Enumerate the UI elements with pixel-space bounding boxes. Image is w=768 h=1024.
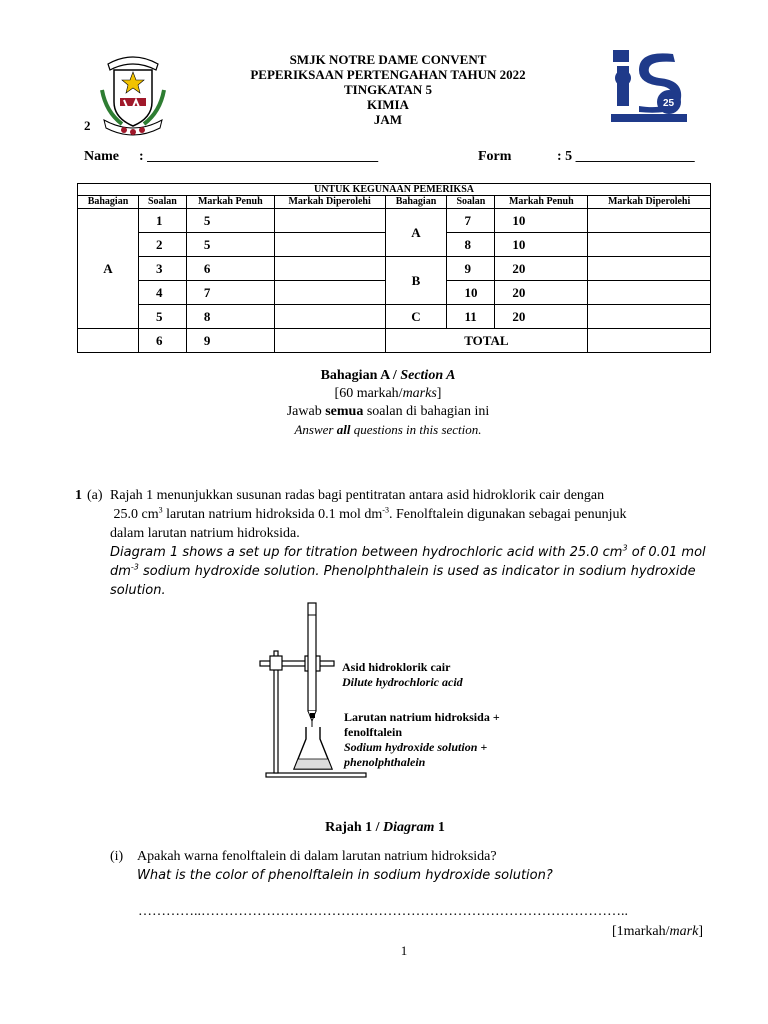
subquestion-text-en: What is the color of phenolftalein in sodium hydroxide solution? [137,868,553,883]
question-text-ms: . Fenolftalein digunakan sebagai penunjuk [388,507,627,522]
form-label: Form [478,149,512,164]
table-header: Bahagian [78,196,139,209]
question-text-ms: larutan natrium hidroksida 0.1 mol dm [162,507,383,522]
table-row [78,209,711,233]
exam-header [200,52,576,127]
table-row [78,305,711,329]
superscript: -3 [130,562,139,572]
table-header: Markah Diperolehi [274,196,385,209]
label-acid-ms: Asid hidroklorik cair [342,660,451,674]
question-text-ms: Rajah 1 menunjukkan susunan radas bagi pentitratan antara asid hidroklorik cair dengan [110,488,605,503]
marks-obtained-cell[interactable] [588,257,711,281]
table-header: Markah Penuh [495,196,588,209]
subquestion-label: (i) [110,849,124,864]
question-part: (a) [87,488,103,503]
titration-diagram [250,601,520,779]
instruction-ms-end: soalan di bahagian ini [363,404,490,419]
subquestion-text-ms: Apakah warna fenolftalein di dalam larutan natrium hidroksida? [137,849,497,864]
question-text-ms: 25.0 cm [113,507,159,522]
full-marks: 6 [186,257,274,281]
marks-close: ] [698,924,703,939]
question-number: 8 [447,233,495,257]
exam-title: PEPERIKSAAN PERTENGAHAN TAHUN 2022 [250,67,526,82]
full-marks: 5 [186,209,274,233]
marks-obtained-cell[interactable] [274,209,385,233]
question-text-en: solution. [110,583,166,598]
question-number: 2 [138,233,186,257]
full-marks: 7 [186,281,274,305]
examiner-marks-table [77,183,711,353]
section-title-en: Section A [400,368,456,383]
table-header: Markah Penuh [186,196,274,209]
instruction-ms: Jawab [286,404,326,419]
full-marks: 10 [495,233,588,257]
form-level: TINGKATAN 5 [344,82,432,97]
question-number: 5 [138,305,186,329]
section-heading [200,367,576,439]
instruction-en-bold: all [336,422,351,437]
name-label: Name [84,149,119,164]
label-base-en: Sodium hydroxide solution + [344,740,488,754]
instruction-en: Answer [294,422,337,437]
question-number: 1 [75,488,82,503]
full-marks: 20 [495,305,588,329]
school-crest-logo [100,50,166,136]
full-marks: 20 [495,281,588,305]
marks-obtained-cell[interactable] [274,305,385,329]
svg-text:25: 25 [663,98,675,109]
duration-unit: JAM [373,112,403,127]
question-number: 4 [138,281,186,305]
section-marks-en: marks [402,386,437,401]
superscript: -3 [382,505,389,515]
full-marks: 8 [186,305,274,329]
total-marks-cell[interactable] [588,329,711,353]
label-base-en-2: phenolphthalein [344,755,426,769]
question-text-en: dm [110,564,131,579]
question-number: 10 [447,281,495,305]
right-section-label: C [385,305,447,329]
question-number: 1 [138,209,186,233]
duration-number: 2 [84,118,91,133]
question-1-text [110,486,710,600]
full-marks: 9 [186,329,274,353]
caption-ms: Rajah 1 / [325,820,384,835]
label-acid-en: Dilute hydrochloric acid [342,675,463,689]
table-row [78,257,711,281]
superscript: 3 [158,505,163,515]
question-text-en: sodium hydroxide solution. Phenolphthalein is used as indicator in sodium hydroxide [138,564,696,579]
question-number: 9 [447,257,495,281]
full-marks: 5 [186,233,274,257]
marks-obtained-cell[interactable] [274,233,385,257]
total-label: TOTAL [385,329,588,353]
marks-obtained-cell[interactable] [588,305,711,329]
question-number: 6 [138,329,186,353]
caption-en: Diagram [383,820,435,835]
section-marks-close: ] [436,386,442,401]
marks-obtained-cell[interactable] [274,281,385,305]
page-number: 1 [400,943,408,958]
marks-ms: [1markah/ [612,924,670,939]
superscript: 3 [622,543,628,553]
subject-name: KIMIA [367,97,409,112]
instruction-ms-bold: semua [325,404,364,419]
caption-number: 1 [434,820,445,835]
marks-en: mark [669,924,699,939]
diagram-caption [250,820,520,836]
marks-obtained-cell[interactable] [274,257,385,281]
table-title: UNTUK KEGUNAAN PEMERIKSA [78,184,711,196]
name-field[interactable]: : _________________________________ [139,149,379,164]
section-marks: [60 markah/ [334,386,403,401]
question-number: 7 [447,209,495,233]
full-marks: 20 [495,257,588,281]
right-section-label: A [385,209,447,257]
section-title: Bahagian A / [320,368,401,383]
table-header: Soalan [447,196,495,209]
ministry-logo [609,48,689,124]
form-field[interactable]: : 5 _________________ [557,149,695,164]
marks-obtained-cell[interactable] [588,209,711,233]
question-text-en: of 0.01 mol [627,545,706,560]
right-section-label: B [385,257,447,305]
table-header: Bahagian [385,196,447,209]
question-number: 11 [447,305,495,329]
table-header: Markah Diperolehi [588,196,711,209]
question-text-ms: dalam larutan natrium hidroksida. [110,526,300,541]
marks-obtained-cell[interactable] [588,233,711,257]
label-base-ms: Larutan natrium hidroksida + [344,710,500,724]
subquestion-marks [612,924,703,940]
marks-obtained-cell[interactable] [588,281,711,305]
instruction-en-end: questions in this section. [350,422,482,437]
question-text-en: Diagram 1 shows a set up for titration between hydrochloric acid with 25.0 cm [110,545,623,560]
left-section-label: A [78,209,139,329]
marks-obtained-cell[interactable] [274,329,385,353]
table-header: Soalan [138,196,186,209]
table-row [78,329,711,353]
answer-line[interactable]: …………..……………………………………………………………………………….. [138,904,628,919]
question-number: 3 [138,257,186,281]
full-marks: 10 [495,209,588,233]
label-base-ms-2: fenolftalein [344,725,402,739]
school-name: SMJK NOTRE DAME CONVENT [289,52,487,67]
